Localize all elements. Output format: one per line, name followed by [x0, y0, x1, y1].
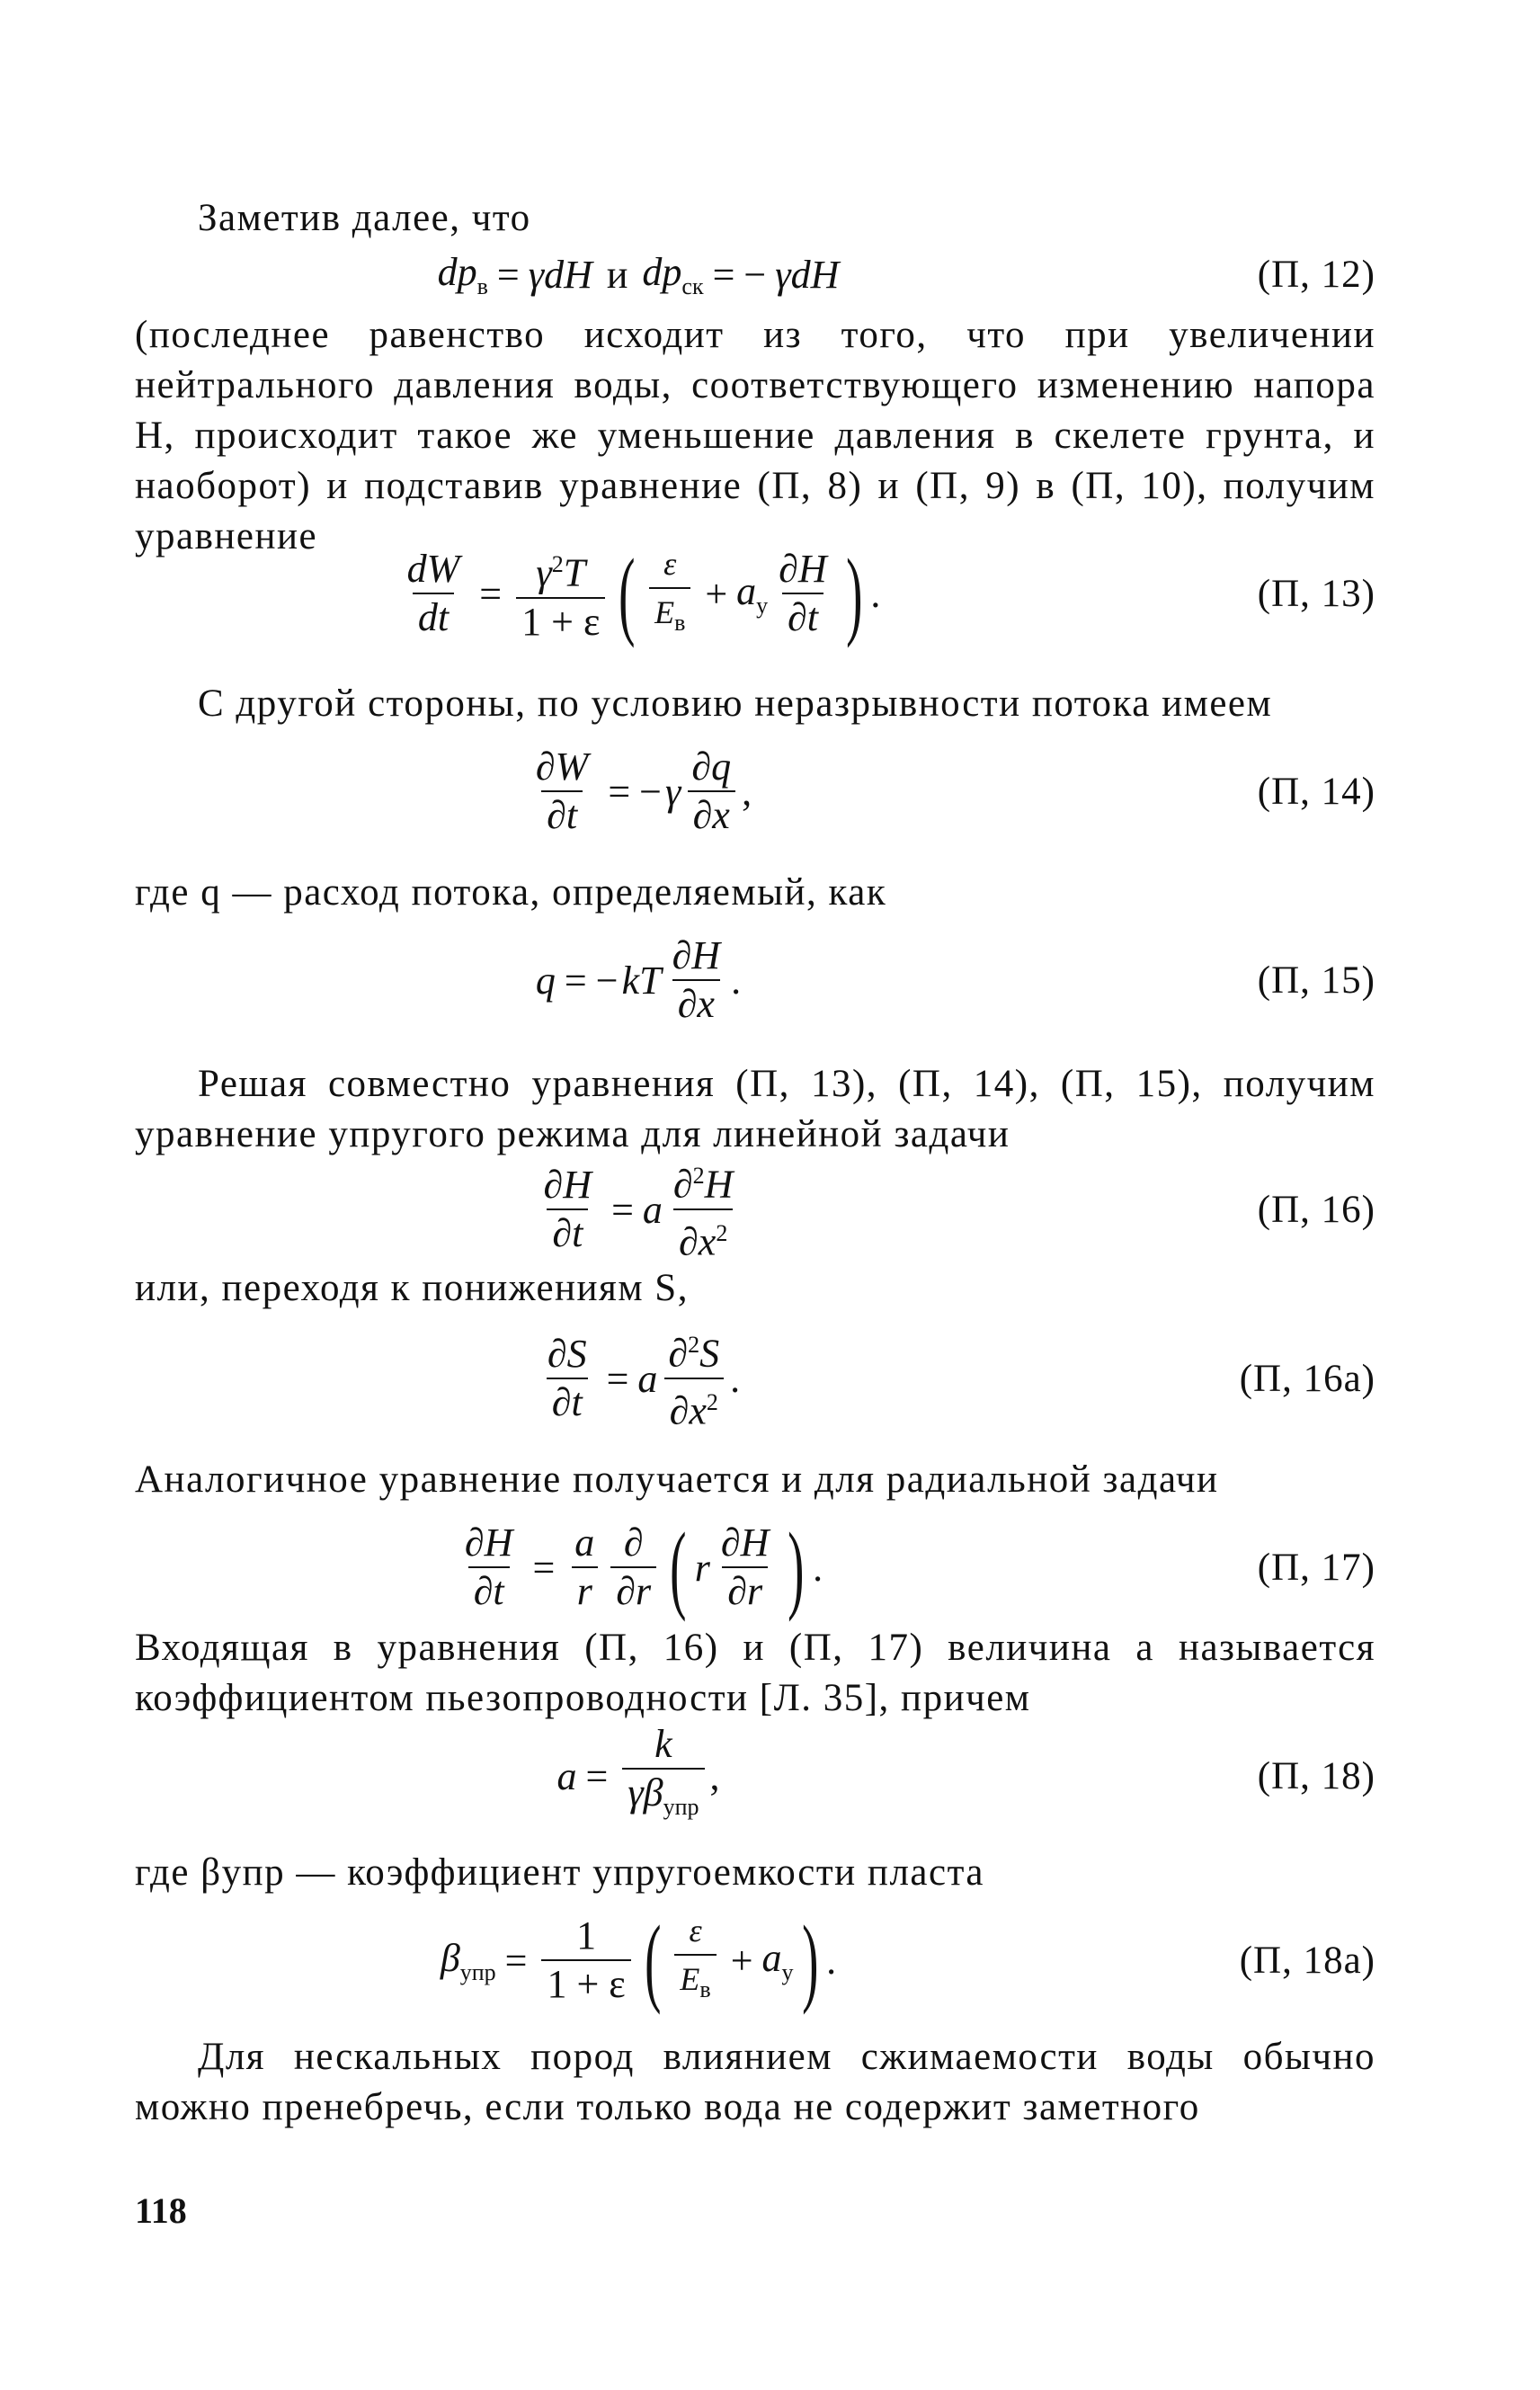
paragraph-8: Входящая в уравнения (П, 16) и (П, 17) величина a называется коэффициентом пьезопроводности [Л. 35], причем	[135, 1627, 1375, 1719]
equation-15-body: q = − kT $\frac{\partial H}{\partial x}$ .	[535, 933, 742, 1026]
equation-17-body: $\frac{\partial H}{\partial t}$ = $\frac{a}{r}$ $\frac{\partial}{\partial r}$ ( r $\frac{\partial H}{\partial r}$ ) .	[464, 1512, 823, 1622]
equation-12-body: $dp_в$ = γdH и $dp_{ск}$ = − γdH	[437, 249, 840, 299]
equation-18-body: a = $\frac{k}{\gamma\beta_{упр}}$ ,	[135, 1708, 1142, 1843]
equation-12-number: (П, 12)	[1257, 253, 1375, 296]
equation-15	[135, 913, 1375, 1048]
paragraph-9: где βупр — коэффициент упругоемкости пласта	[135, 1851, 984, 1894]
equation-18a-number: (П, 18а)	[1239, 1939, 1375, 1982]
equation-18a-body: $\beta_{упр}$ = $\frac{1}{1 + \varepsilon}$ ( $\frac{\varepsilon}{E_в}$ + $a_у$ ) .	[440, 1905, 837, 2015]
equation-13-number: (П, 13)	[1257, 572, 1375, 615]
page-number: 118	[135, 2190, 187, 2231]
equation-13	[135, 526, 1375, 661]
equation-15-number: (П, 15)	[1257, 959, 1375, 1002]
equation-18-number: (П, 18)	[1257, 1754, 1375, 1797]
paragraph-6: или, переходя к понижениям S,	[135, 1267, 689, 1309]
paragraph-2: (последнее равенство исходит из того, что при увеличении нейтрального давления воды, соответствующего изменению напора H, происходит такое же уменьшение давления в скелете грунта, и наоборот) и подставив уравнение (П, 8) и (П, 9) в (П, 10), получим уравнение	[135, 314, 1375, 557]
equation-16-body: $\frac{\partial H}{\partial t}$ = a $\frac{\partial^2H}{\partial x^2}$	[543, 1163, 734, 1264]
paragraph-10: Для нескальных пород влиянием сжимаемости воды обычно можно пренебречь, если только вода не содержит заметного	[135, 2036, 1375, 2128]
equation-12	[135, 234, 1375, 315]
equation-16a	[135, 1311, 1375, 1446]
equation-14-number: (П, 14)	[1257, 770, 1375, 813]
equation-16a-number: (П, 16а)	[1239, 1357, 1375, 1400]
equation-16	[135, 1142, 1375, 1277]
paragraph-1: Заметив далее, что	[198, 197, 531, 239]
paragraph-3: С другой стороны, по условию неразрывности потока имеем	[198, 682, 1273, 725]
equation-18	[135, 1708, 1375, 1843]
equation-16-number: (П, 16)	[1257, 1188, 1375, 1231]
equation-13-body: $\frac{dW}{dt}$ = $\frac{\gamma^2T}{1 + \varepsilon}$ ( $\frac{\varepsilon}{E_в}$ + $a_у$ $\frac{\partial H}{\partial t}$ ) .	[406, 539, 881, 648]
equation-18a	[135, 1893, 1375, 2028]
paragraph-7: Аналогичное уравнение получается и для радиальной задачи	[135, 1458, 1219, 1501]
equation-14-body: $\frac{\partial W}{\partial t}$ = − γ $\frac{\partial q}{\partial x}$ ,	[535, 745, 752, 837]
equation-14	[135, 724, 1375, 859]
equation-17	[135, 1500, 1375, 1635]
paragraph-4: где q — расход потока, определяемый, как	[135, 871, 887, 914]
equation-16a-body: $\frac{\partial S}{\partial t}$ = a $\frac{\partial^2S}{\partial x^2}$ .	[547, 1332, 741, 1433]
paragraph-5: Решая совместно уравнения (П, 13), (П, 14), (П, 15), получим уравнение упругого режима для линейной задачи	[135, 1063, 1375, 1155]
equation-17-number: (П, 17)	[1257, 1546, 1375, 1589]
